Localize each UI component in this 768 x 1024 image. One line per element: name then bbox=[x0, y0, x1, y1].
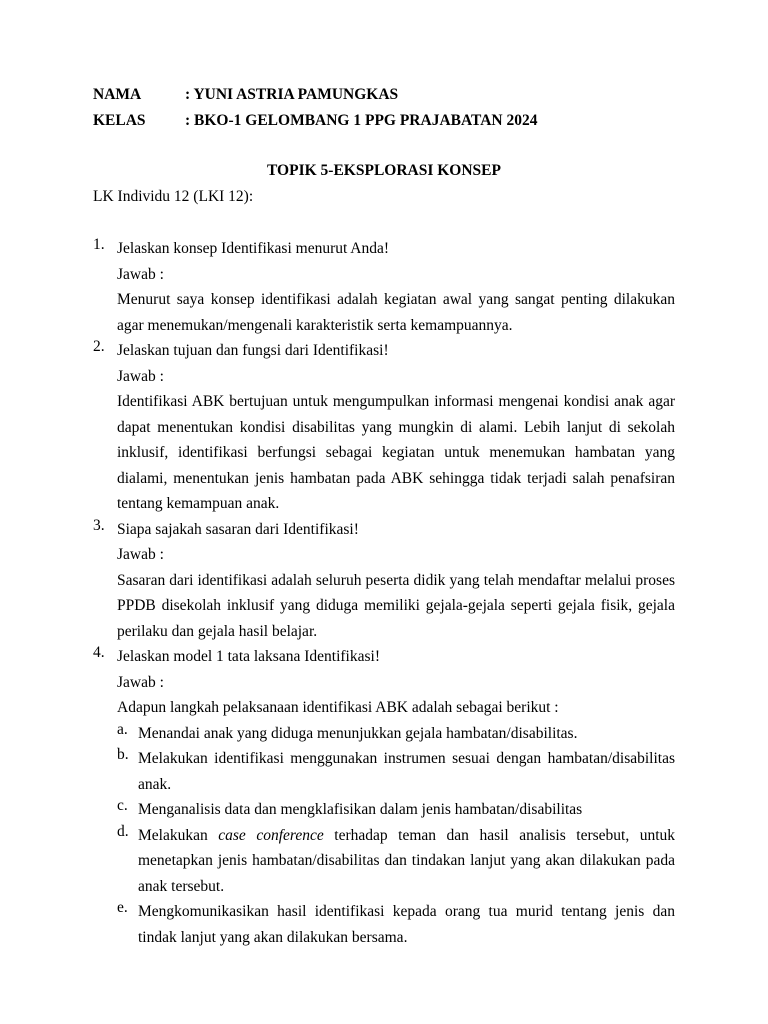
answer-text: Sasaran dari identifikasi adalah seluruh peserta didik yang telah mendaftar melalui proses PPDB disekolah inklusif yang diduga memiliki gejala-gejala seperti gejala fisik, gejala perilaku dan gejala hasil belajar. bbox=[117, 571, 675, 640]
step-text: Menandai anak yang diduga menunjukkan gejala hambatan/disabilitas. bbox=[138, 724, 578, 742]
answer-text: Adapun langkah pelaksanaan identifikasi ABK adalah sebagai berikut : bbox=[117, 699, 559, 716]
kelas-value: : BKO-1 GELOMBANG 1 PPG PRAJABATAN 2024 bbox=[185, 112, 538, 129]
step-item-e bbox=[117, 899, 675, 950]
step-text bbox=[138, 823, 675, 900]
step-letter: c. bbox=[117, 797, 128, 814]
step-letter: d. bbox=[117, 822, 129, 840]
question-number: 2. bbox=[93, 338, 105, 355]
jawab-label: Jawab : bbox=[117, 673, 164, 691]
question-text: Jelaskan konsep Identifikasi menurut Anda! bbox=[117, 240, 390, 257]
answer-text: Menurut saya konsep identifikasi adalah kegiatan awal yang sangat penting dilakukan agar menemukan/mengenali karakteristik serta kemampuannya. bbox=[117, 291, 675, 334]
step-letter: b. bbox=[117, 746, 129, 763]
step-text: Mengkomunikasikan hasil identifikasi kepada orang tua murid tentang jenis dan tindak lanjut yang akan dilakukan bersama. bbox=[138, 903, 675, 946]
step-item-c bbox=[117, 797, 675, 823]
step-text: Menganalisis data dan mengklafisikan dalam jenis hambatan/disabilitas bbox=[138, 801, 583, 818]
step-letter: e. bbox=[117, 899, 128, 916]
nama-value: : YUNI ASTRIA PAMUNGKAS bbox=[185, 86, 399, 103]
question-text: Jelaskan tujuan dan fungsi dari Identifikasi! bbox=[117, 342, 389, 359]
step-item-b bbox=[117, 746, 675, 797]
step-letter: a. bbox=[117, 720, 128, 738]
question-item-3 bbox=[93, 517, 675, 645]
question-item-2 bbox=[93, 338, 675, 517]
document-subtitle: LK Individu 12 (LKI 12): bbox=[93, 188, 254, 205]
nama-label: NAMA bbox=[93, 86, 142, 103]
question-text: Siapa sajakah sasaran dari Identifikasi! bbox=[117, 520, 359, 538]
jawab-label: Jawab : bbox=[117, 546, 164, 563]
jawab-label: Jawab : bbox=[117, 265, 164, 283]
kelas-label: KELAS bbox=[93, 112, 146, 129]
answer-text: Identifikasi ABK bertujuan untuk mengumpulkan informasi mengenai kondisi anak agar dapat menentukan kondisi disabilitas yang mungkin di alami. Lebih lanjut di sekolah inklusif, identifikasi berfungsi sebagai kegiatan untuk menemukan hambatan yang dialami, menentukan jenis hambatan pada ABK sehingga tidak terjadi salah penafsiran tentang kemampuan anak. bbox=[117, 393, 675, 512]
question-item-1 bbox=[93, 236, 675, 338]
question-text: Jelaskan model 1 tata laksana Identifikasi! bbox=[117, 648, 380, 665]
jawab-label: Jawab : bbox=[117, 367, 164, 385]
question-list bbox=[93, 236, 675, 950]
step-text-after: terhadap teman dan hasil analisis tersebut, untuk menetapkan jenis hambatan/disabilitas dan tindakan lanjut yang akan dilakukan pada anak tersebut. bbox=[138, 826, 676, 895]
step-text-before: Melakukan bbox=[138, 826, 208, 844]
question-number: 3. bbox=[93, 516, 105, 534]
question-number: 4. bbox=[93, 644, 105, 661]
question-number: 1. bbox=[93, 236, 105, 253]
step-text-italic: case conference bbox=[218, 826, 324, 844]
document-title: TOPIK 5-EKSPLORASI KONSEP bbox=[267, 162, 501, 179]
step-text: Melakukan identifikasi menggunakan instrumen sesuai dengan hambatan/disabilitas anak. bbox=[138, 750, 675, 793]
step-item-d bbox=[117, 823, 675, 900]
step-item-a bbox=[117, 721, 675, 747]
question-item-4 bbox=[93, 644, 675, 950]
